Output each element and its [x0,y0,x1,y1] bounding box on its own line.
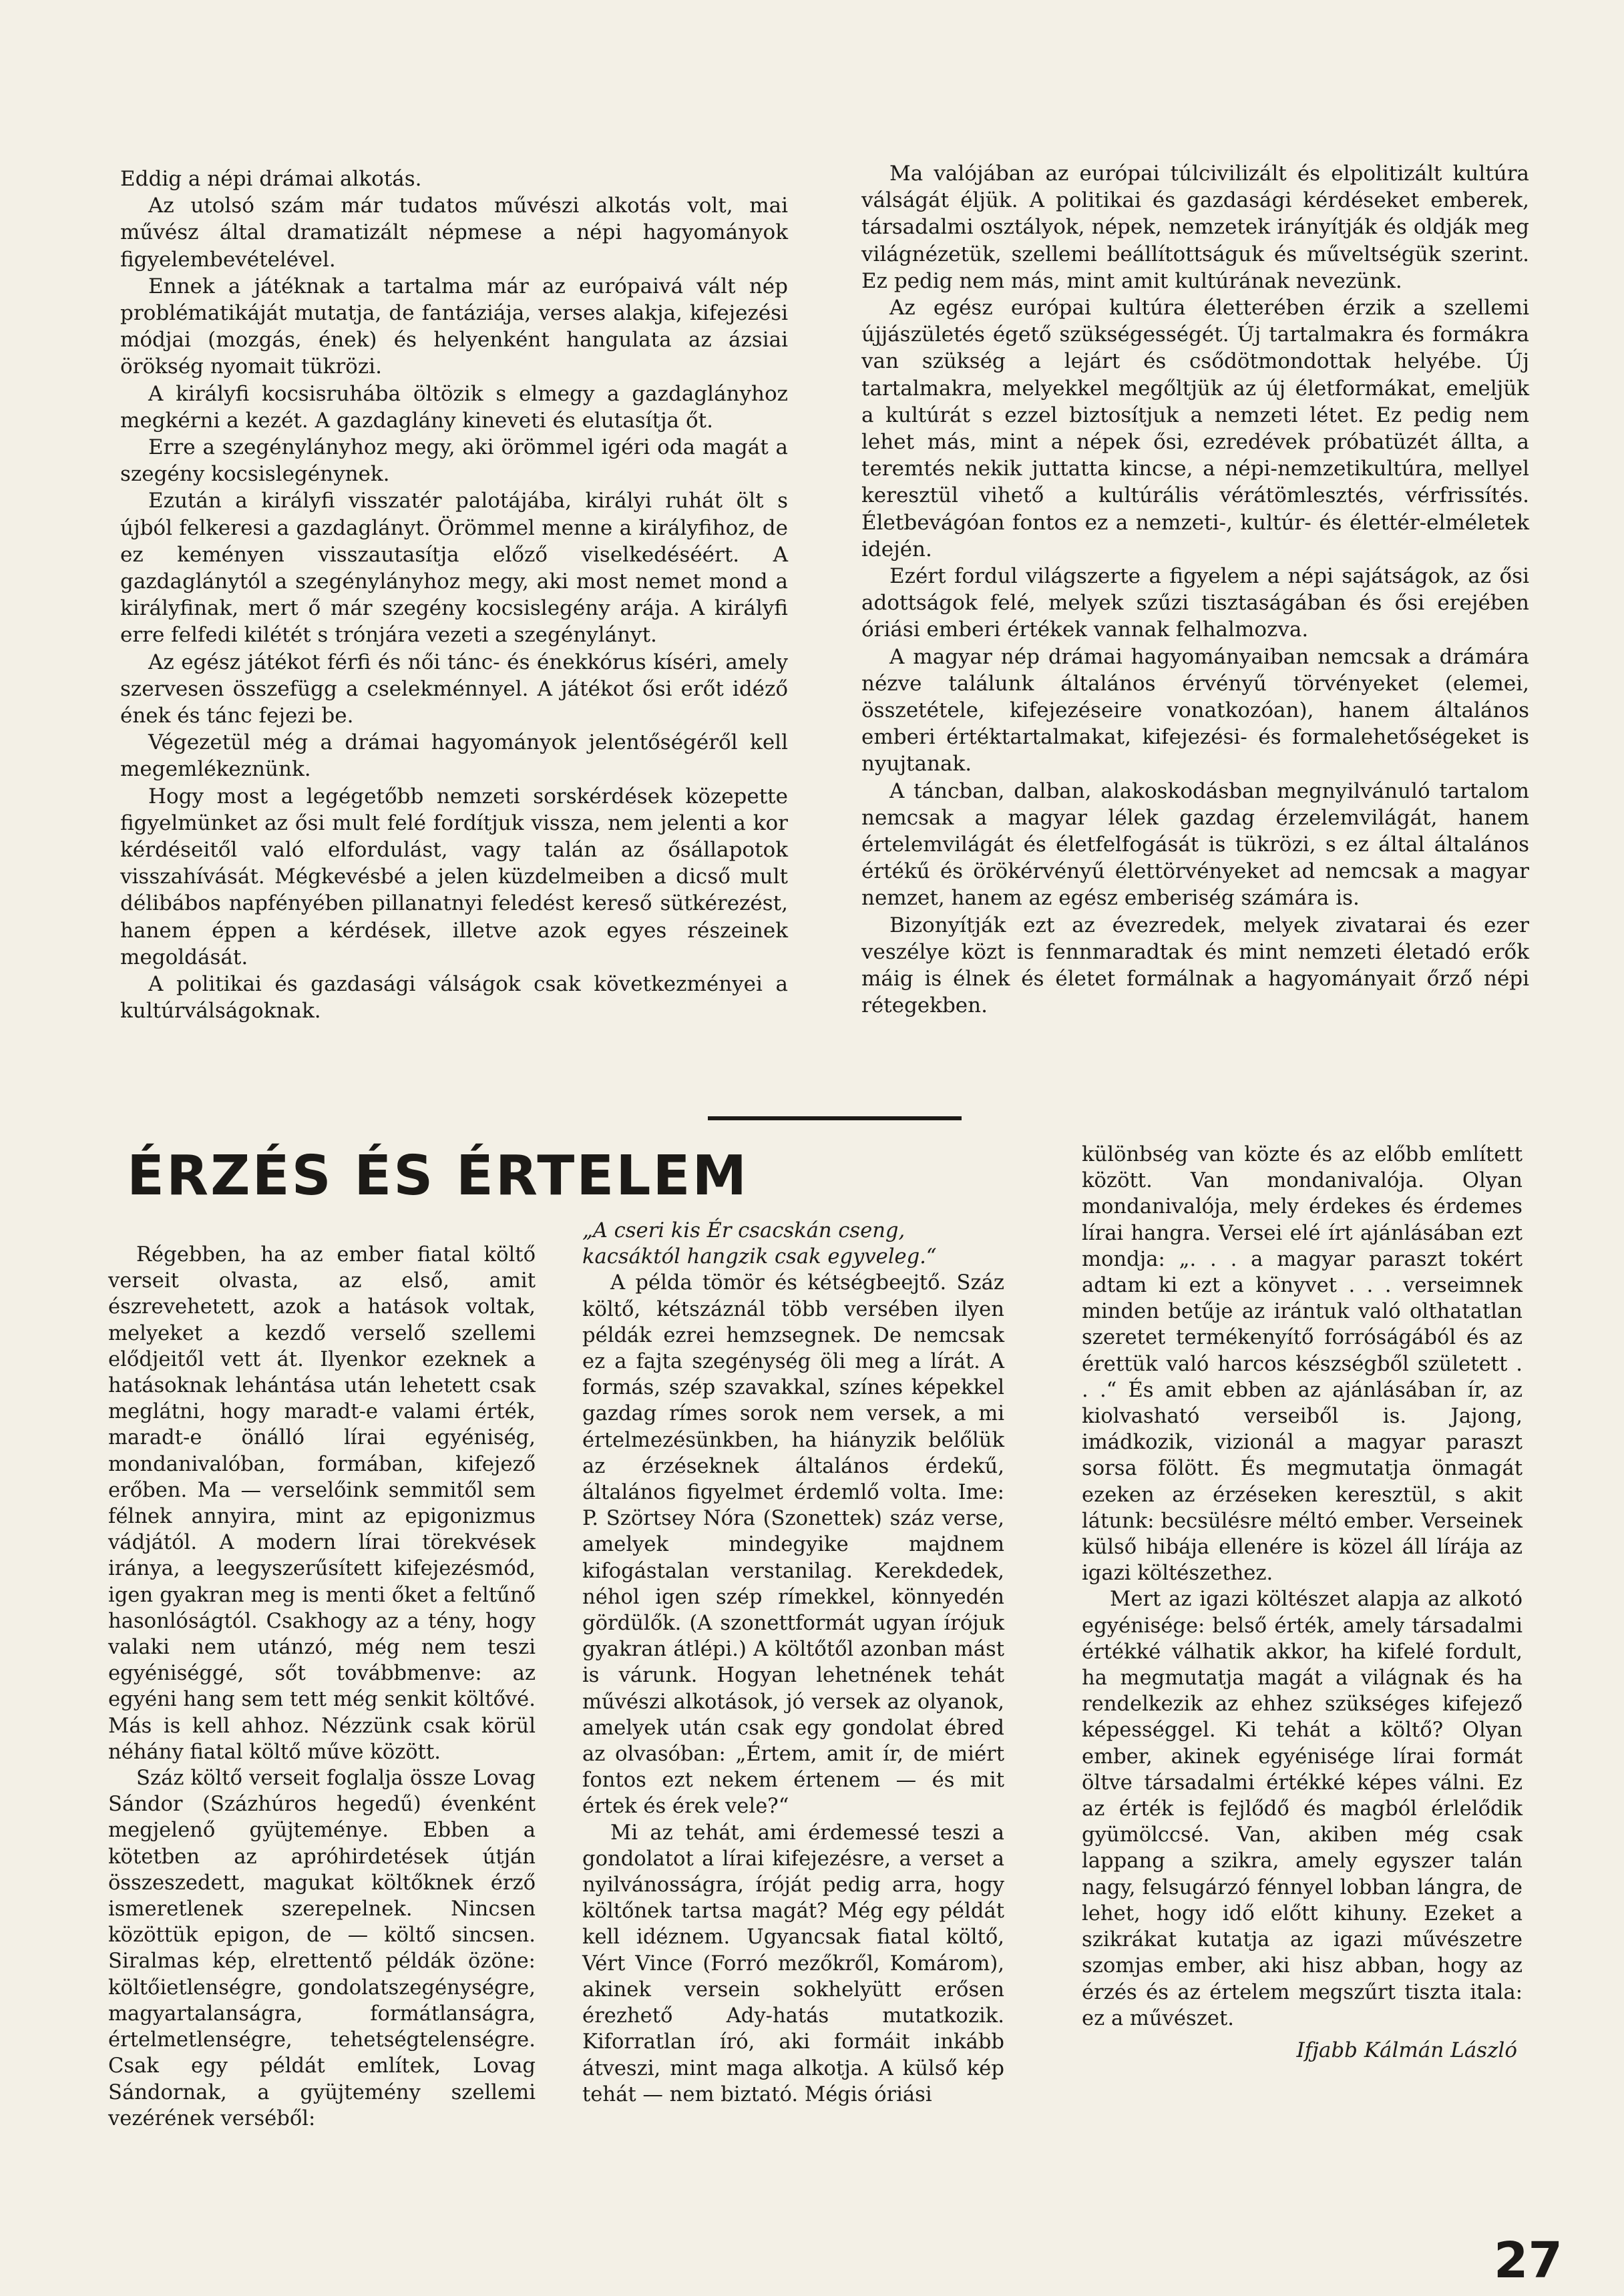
paragraph: Erre a szegénylányhoz megy, aki örömmel igéri oda magát a szegény kocsislegénynek. [120,435,788,487]
section-divider [708,1116,962,1120]
page-number: 27 [1494,2232,1563,2289]
paragraph: Ezután a királyfi visszatér palotájába, királyi ruhát ölt s újból felkeresi a gazdaglányt. Örömmel menne a királyfihoz, de ez keményen visszautasítja előző viselkedéséért. A gazdaglánytól a szegénylányhoz megy, aki most nemet mond a királyfinak, mert ő már szegény kocsislegény arája. A királyfi erre felfedi kilétét s trónjára vezeti a szegénylányt. [120,489,788,648]
paragraph: A politikai és gazdasági válságok csak következményei a kultúrválságoknak. [120,972,788,1023]
paragraph: Ezért fordul világszerte a figyelem a népi sajátságok, az ősi adottságok felé, melyek szűzi tisztaságában és ősi erejében óriási emberi értékek vannak felhalmozva. [861,564,1529,642]
paragraph: Ennek a játéknak a tartalma már az európaivá vált nép problématikáját mutatja, de fantáziája, verses alakja, kifejezési módjai (mozgás, ének) és helyenként hangulata az ázsiai örökség nyomait tükrözi. [120,274,788,379]
paragraph: Végezetül még a drámai hagyományok jelentőségéről kell megemlékeznünk. [120,730,788,782]
paragraph: Régebben, ha az ember fiatal költő verseit olvasta, az első, amit észrevehetett, azok a hatások voltak, melyeket a kezdő verselő szellemi elődjeitől vett át. Ilyenkor ezeknek a hatásoknak lehántása után lehetett csak meglátni, hogy maradt-e valami érték, maradt-e önálló lírai egyéniség, mondanivalóban, formában, kifejező erőben. Ma — verselőink semmitől sem félnek annyira, mint az epigonizmus vádjától. A modern lírai törekvések iránya, a leegyszerűsített kifejezésmód, igen gyakran meg is menti őket a feltűnő hasonlóságtól. Csakhogy az a tény, hogy valaki nem utánzó, még nem teszi egyéniséggé, sőt továbbmenve: az egyéni hang sem tett még senkit költővé. Más is kell ahhoz. Nézzünk csak körül néhány fiatal költő műve között. [108,1243,536,1764]
paragraph: Az egész európai kultúra életterében érzik a szellemi újjászületés égető szükségességét. Új tartalmakra és formákra van szükség a lejárt és csődötmondottak helyébe. Új tartalmakra, melyekkel megőltjük az új életformákat, emeljük a kultúrát s ezzel biztosítjuk a nemzeti létet. Ez pedig nem lehet más, mint a népek ősi, ezredévek próbatüzét állta, a teremtés nekik juttatta kincse, a népi-nemzetikultúra, mellyel keresztül vihető a kultúrális vérátömlesztés, vérfrissítés. Életbevágóan fontos ez a nemzeti-, kultúr- és élettér-elméletek idején. [861,296,1529,561]
paragraph: Az utolsó szám már tudatos művészi alkotás volt, mai művész által dramatizált népmese a népi hagyományok figyelembevételével. [120,194,788,272]
paragraph: különbség van közte és az előbb említett között. Van mondanivalója. Olyan mondanivalója, mely érdekes és érdemes lírai hangra. Versei elé írt ajánlásában ezt mondja: „. . . a magyar paraszt tokért adtam ki ezt a könyvet . . . verseimnek minden betűje az irántuk való olthatatlan szeretet termékenyítő forróságából és az érettük való harcos készségből született . . .“ És amit ebben az ajánlásában ír, az kiolvasható verseiből is. Jajong, imádkozik, vizionál a magyar paraszt sorsa fölött. És megmutatja önmagát ezeken az érzéseken keresztül, s akit látunk: becsülésre méltó ember. Verseinek külső hibája ellenére is közel áll lírája az igazi költészethez. [1082,1143,1522,1586]
article-title: ÉRZÉS ÉS ÉRTELEM [127,1144,749,1208]
paragraph: Hogy most a legégetőbb nemzeti sorskérdések közepette figyelmünket az ősi mult felé fordítjuk vissza, nem jelenti a kor kérdéseitől való elfordulást, vagy talán az ősállapotok visszahívását. Mégkevésbé a jelen küzdelmeiben a dicső mult délibábos napfényében pillanatnyi feledést kereső sütkérezést, hanem éppen a kérdések, illetve azok egyes részeinek megoldását. [120,784,788,969]
paragraph: Eddig a népi drámai alkotás. [120,167,422,191]
paragraph: Ma valójában az európai túlcivilizált és elpolitizált kultúra válságát éljük. A politikai és gazdasági kérdéseket emberek, társadalmi osztályok, népek, nemzetek irányítják és oldják meg világnézetük, szellemi beállítottságuk és műveltségük szerint. Ez pedig nem más, mint amit kultúrának nevezünk. [861,162,1529,293]
paragraph: Az egész játékot férfi és női tánc- és énekkórus kíséri, amely szervesen összefügg a cselekménnyel. A játékot ősi erőt idéző ének és tánc fejezi be. [120,650,788,728]
author-signature: Ifjabb Kálmán László [1296,2038,1517,2062]
paragraph: A példa tömör és kétségbeejtő. Száz költő, kétszáznál több versében ilyen példák ezrei hemzsegnek. De nemcsak ez a fajta szegénység öli meg a lírát. A formás, szép szavakkal, színes képekkel gazdag rímes sorok nem versek, a mi értelmezésünkben, ha hiányzik belőlük az érzéseknek általános érdekű, általános figyelmet érdemlő volta. Ime: P. Szörtsey Nóra (Szonettek) száz verse, amelyek mindegyike majdnem kifogástalan verstanilag. Kerekdedek, néhol igen szép rímekkel, könnyedén gördülők. (A szonettformát ugyan írójuk gyakran átlépi.) A költőtől azonban mást is várunk. Hogyan lehetnének tehát művészi alkotások, jó versek az olyanok, amelyek után csak egy gondolat ébred az olvasóban: „Értem, amit ír, de miért fontos ezt nekem értenem — és mit értek és érek vele?“ [582,1271,1004,1819]
paragraph: Mert az igazi költészet alapja az alkotó egyénisége: belső érték, amely társadalmi értékké válhatik akkor, ha kifelé fordult, ha megmutatja magát a világnak és ha rendelkezik az ehhez szükséges kifejező képességgel. Ki tehát a költő? Olyan ember, akinek egyénisége lírai formát öltve társadalmi értékké képes válni. Ez az érték is fejlődő és magból érlelődik gyümölccsé. Van, akiben még csak lappang a szikra, amely egyszer talán nagy, felsugárzó fénnyel lobban lángra, de lehet, hogy idő előtt kihuny. Ezeket a szikrákat kutatja az igazi művészetre szomjas ember, aki hisz abban, hogy az érzés és az értelem megszűrt tiszta itala: ez a művészet. [1082,1588,1522,2030]
verse-line: kacsáktól hangzik csak egyveleg.“ [582,1245,937,1269]
paragraph: Száz költő verseit foglalja össze Lovag Sándor (Százhúros hegedű) évenként megjelenő gyüjteménye. Ebben a kötetben az apróhirdetések útján összeszedett, magukat költőknek érző ismeretlenek szerepelnek. Nincsen közöttük epigon, de — költő sincsen. Siralmas kép, elrettentő példák özöne: költőietlenségre, gondolatszegénységre, magyartalanságra, formátlanságra, értelmetlenségre, tehetségtelenségre. Csak egy példát említek, Lovag Sándornak, a gyüjtemény szellemi vezérének verséből: [108,1767,536,2130]
verse-line: „A cseri kis Ér csacskán cseng, [582,1219,905,1242]
paragraph: A táncban, dalban, alakoskodásban megnyilvánuló tartalom nemcsak a magyar lélek gazdag érzelemvilágát, hanem értelemvilágát és életfelfogását is tükrözi, s ez által általános értékű és örökérvényű élettörvényeket ad nemcsak a magyar nemzet, hanem az egész emberiség számára is. [861,778,1529,911]
article-column-3 [1082,1142,1522,2064]
article-column-2 [582,1218,1004,2108]
paragraph: Mi az tehát, ami érdemessé teszi a gondolatot a lírai kifejezésre, a verset a nyilvánosságra, íróját pedig arra, hogy költőnek tartsa magát? Még egy példát kell idéznem. Ugyancsak fiatal költő, Vért Vince (Forró mezőkről, Komárom), akinek versein sokhelyütt erősen érezhető Ady-hatás mutatkozik. Kiforratlan író, aki formáit inkább átveszi, mint maga alkotja. A külső kép tehát — nem biztató. Mégis óriási [582,1821,1004,2106]
paragraph: A magyar nép drámai hagyományaiban nemcsak a drámára nézve találunk általános érvényű törvényeket (elemei, összetétele, kifejezéseire vonatkozóan), hanem általános emberi értéktartalmakat, kifejezési- és formalehetőségeket is nyujtanak. [861,644,1529,776]
upper-left-column [120,166,788,1025]
verse-quote [582,1218,1004,1270]
paragraph: A királyfi kocsisruhába öltözik s elmegy a gazdaglányhoz megkérni a kezét. A gazdaglány kineveti és elutasítja őt. [120,381,788,433]
paragraph: Bizonyítják ezt az évezredek, melyek zivatarai és ezer veszélye közt is fennmaradtak és mint nemzeti életadó erők máig is élnek és életet formálnak a hagyományait őrző népi rétegekben. [861,913,1529,1018]
upper-right-column [861,160,1529,1019]
article-column-1 [108,1242,536,2132]
